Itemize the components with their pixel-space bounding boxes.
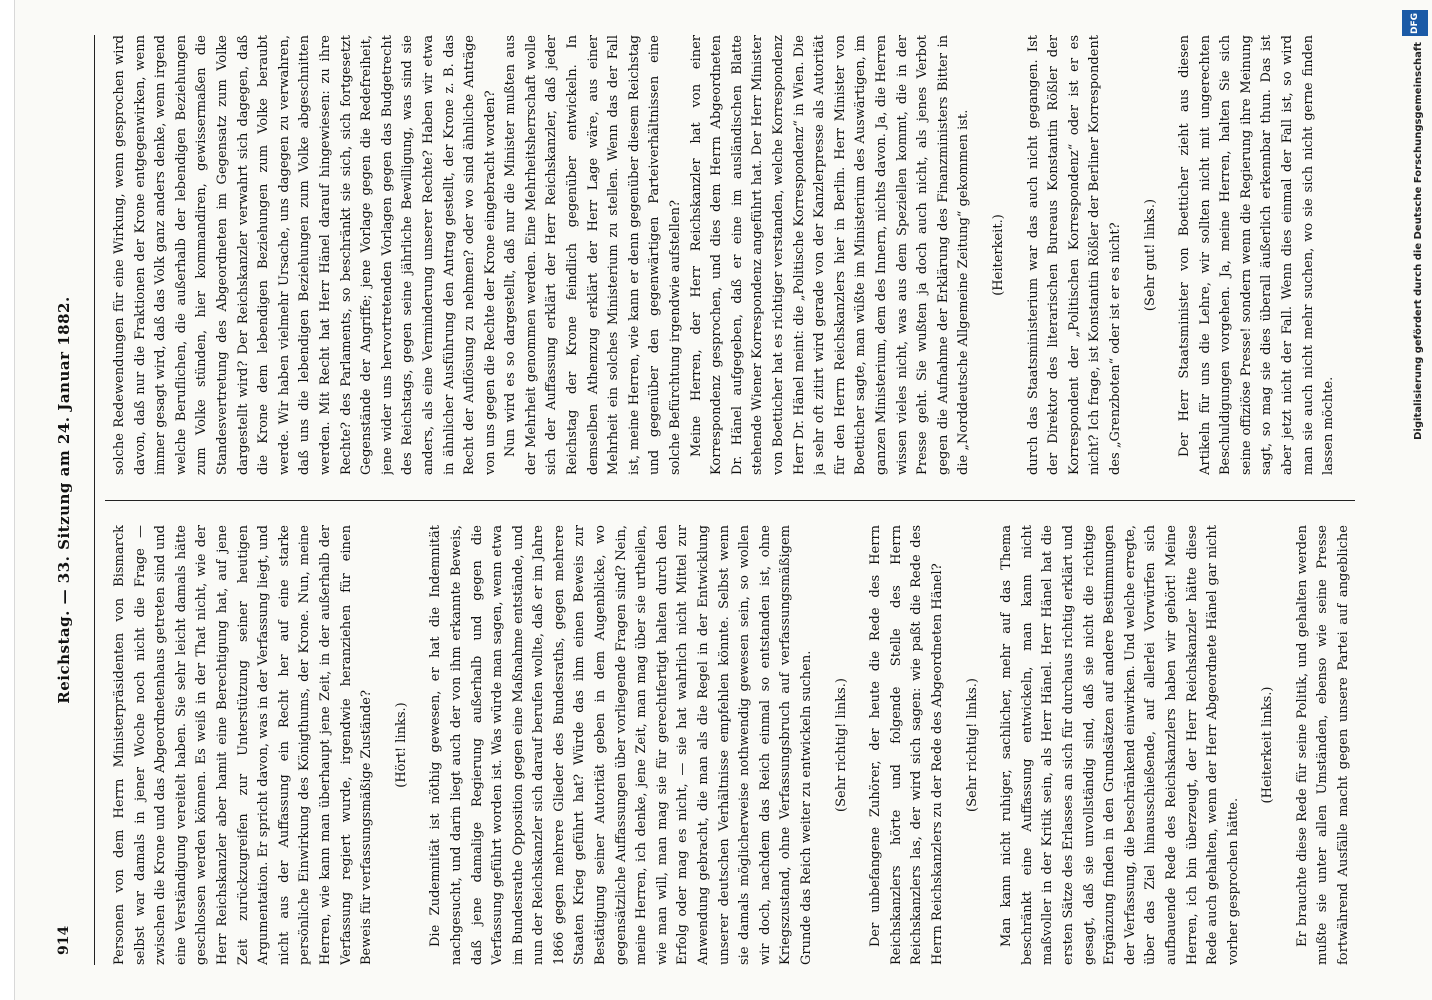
interjection: (Sehr gut! links.) <box>1142 198 1158 312</box>
page-content <box>42 35 1372 965</box>
interjection: (Hört! links.) <box>393 702 409 788</box>
paragraph: durch das Staatsministerium war das auch nicht gegangen. Ist der Direktor des literarischen Bureaus Konstantin Rößler der Korrespondent der „Politischen Korrespondenz“ oder ist er es nicht? Ich frage, ist Konstantin Rößler der Berliner Korrespondent des „Grenzboten“ oder ist er es nicht? <box>1025 35 1123 475</box>
interjection: (Sehr richtig! links.) <box>833 678 849 812</box>
interjection <box>1354 35 1355 475</box>
funding-sidebar <box>1402 0 1428 1000</box>
paragraph: Personen von dem Herrn Ministerpräsidenten von Bismarck selbst war damals in jener Woche noch nicht die Frage — zwischen die Krone und das Abgeordnetenhaus getreten sind und eine Verständigung vereitelt haben. Sie sehr leicht damals hätte geschlossen werden können. Es weiß in der That nicht, wie der Herr Reichskanzler aber hamit eine Berechtigung hat, auf jene Zeit zurückzugreifen zur Unterstützung seiner heutigen Argumentation. Er spricht davon, was in der Verfassung liegt, und nicht aus der Auffassung ein Recht her auf eine starke persönliche Einwirkung des Königthums, der Krone. Nun, meine Herren, wie kann man überhaupt jene Zeit, in der außerhalb der Verfassung regiert wurde, irgendwie heranziehen für einen Beweis für verfassungsmäßige Zustände? <box>112 525 375 965</box>
interjection: (Heiterkeit links.) <box>1260 686 1276 804</box>
paragraph: Der Herr Staatsminister von Boetticher zieht aus diesen Artikeln für uns die Lehre, wir sollten nicht mit ungerechten Beschuldigungen vorgehen. Ja, meine Herren, halten Sie sich seine offiziöse Presse! sondern wenn die Regierung ihre Meinung sagt, so mag sie dies überall äußerlich erkennbar thun. Das ist aber jetzt nicht der Fall. Wenn dies einmal der Fall ist, so wird man sie auch nicht mehr suchen, wo sie sich nicht gerne finden lassen möchte. <box>1177 35 1337 475</box>
paragraph: Die Zudemnität ist nöthig gewesen, er hat die Indemnität nachgesucht, und darin liegt auch der von ihm erkannte Beweis, daß jene damalige Regierung außerhalb und gegen die Verfassung geführt worden ist. Was würde man sagen, wenn etwa im Bundesrathe Opposition gegen eine Maßnahme entstände, und nun der Reichskanzler sich darauf berufen wollte, daß er im Jahre 1866 gegen mehrere Glieder des Bundesraths, gegen mehrere Staaten Krieg geführt hat? Würde das ihm einen Beweis zur Bestätigung seiner Autorität geben in dem Augenblicke, wo gegensätzliche Auffassungen über vorliegende Fragen sind? Nein, meine Herren, ich denke, jene Zeit, man mag über sie urtheilen, wie man will, man mag sie für gerechtfertigt halten durch den Erfolg oder mag es nicht, — sie hat wahrlich nicht Mittel zur Anwendung gebracht, die man als die Regel in der Entwicklung unserer deutschen Verhältnisse empfehlen könnte. Selbst wenn sie damals möglicherweise nothwendig gewesen sein, so wollen wir doch, nachdem das Reich einmal so entstanden ist, ohne Kriegszustand, ohne Verfassungsbruch auf verfassungsmäßigem Grunde das Reich weiter zu entwickeln suchen. <box>428 525 814 965</box>
dfg-logo-icon: DFG <box>1402 10 1428 36</box>
page-number: 914 <box>56 925 72 955</box>
header-rule <box>94 35 95 965</box>
paragraph: Meine Herren, der Herr Reichskanzler hat von einer Korrespondenz gesprochen, und dies dem Herrn Abgeordneten Dr. Hänel aufgegeben, daß er eine im ausländischen Blatte stehende Wiener Korrespondenz angeführt hat. Der Herr Minister von Boetticher hat es richtiger verstanden, welche Korrespondenz Herr Dr. Hänel meint: die „Politische Korrespondenz“ in Wien. Die ja sehr oft zitirt wird gerade von der Kanzlerpresse als Autorität für den Herrn Reichskanzlers hier in Berlin. Herr Minister von Boetticher sagte, man wüßte im Ministerium des Auswärtigen, im ganzen Ministerium, dem des Innern, nichts davon. Ja, die Herren wissen vieles nicht, was aus dem Speziellen kommt, die in der Presse geht. Sie wußten ja doch auch nicht, als jenes Verbot gegen die Aufnahme der Erklärung des Finanzministers Bitter in die „Norddeutsche Allgemeine Zeitung“ gekommen ist. <box>688 35 972 475</box>
funding-notice: Digitalisierung gefördert durch die Deutsche Forschungsgemeinschaft <box>1413 42 1424 440</box>
column-left <box>110 525 1355 965</box>
paragraph: Man kann nicht ruhiger, sachlicher, mehr auf das Thema beschränkt eine Auffassung entwickeln, man kann nicht maßvoller in der Kritik sein, als Herr Hänel. Herr Hänel hat die ersten Sätze des Erlasses an sich für durchaus richtig erklärt und gesagt, daß sie unvollständig sind, daß sie nicht die richtige Ergänzung finden in den Grundsätzen auf andere Bestimmungen der Verfassung, die beschränkend einwirken. Und welche erregte, über das Ziel hinausschießende, auf allerlei Vorwürfen sich aufbauende Rede des Reichskanzlers haben wir gehört! Meine Herren, ich bin überzeugt, der Herr Reichskanzler hätte diese Rede auch gehalten, wenn der Herr Abgeordnete Hänel gar nicht vorher gesprochen hätte. <box>999 525 1241 965</box>
column-right <box>110 35 1355 475</box>
header-title: Reichstag. — 33. Sitzung am 24. Januar 1882. <box>55 296 73 704</box>
column-divider <box>105 500 1355 501</box>
running-header <box>54 35 94 965</box>
interjection: (Heiterkeit.) <box>990 214 1006 296</box>
paragraph: Nun wird es so dargestellt, daß nur die Minister mußten aus der Mehrheit genommen werden. Eine Mehrheitsherrschaft wolle sich der Auffassung erklärt der Herr Reichskanzler, daß jeder Reichstag der Krone feindlich gegenüber entwickeln. In demselben Athemzug erklärt der Herr Lage wäre, aus einer Mehrheit ein solches Ministerium zu stellen. Wenn das der Fall ist, meine Herren, wie kann er denn gegenüber diesem Reichstag und gegenüber den gegenwärtigen Parteiverhältnissen eine solche Befürchtung irgendwie aufstellen? <box>503 35 684 475</box>
interjection: (Sehr richtig! links.) <box>964 678 980 812</box>
paragraph: Er brauchte diese Rede für seine Politik, und gehalten werden mußte sie unter allen Umständen, ebenso wie seine Presse fortwährend Ausfälle macht gegen unsere Partei auf angebliche <box>1294 525 1352 965</box>
page-binding-edge <box>0 0 15 1000</box>
paragraph: solche Redewendungen für eine Wirkung, wenn gesprochen wird davon, daß nur die Fraktionen der Krone entgegenwirken, wenn immer gesagt wird, daß das Volk ganz anders denke, wenn irgend welche Beruflichen, die außerhalb der lebendigen Beziehungen zum Volke stünden, hier kommandiren, gewissermaßen die Standesvertretung des Abgeordneten im Gegensatz zum Volke dargestellt wird? Der Reichskanzler verwahrt sich dagegen, daß die Krone dem lebendigen Beziehungen zum Volke beraubt werde. Wir haben vielmehr Ursache, uns dagegen zu verwahren, daß uns die lebendigen Beziehungen zum Volke abgeschnitten werden. Mit Recht hat Herr Hänel darauf hingewiesen: zu ihre Rechte? des Parlaments, so beschränkt sie sich, sich fortgesetzt Gegenstände der Angriffe; jene Vorlage gegen die Redefreiheit, jene wider uns hervortretenden Vorlagen gegen das Budgetrecht des Reichstags, gegen seine jährliche Bewilligung, was sind sie anders, als eine Verminderung unserer Rechte? Haben wir etwa in ähnlicher Ausführung den Antrag gestellt, der Krone z. B. das Recht der Auflösung zu nehmen? oder wo sind ähnliche Anträge von uns gegen die Rechte der Krone eingebracht worden? <box>112 35 498 475</box>
paragraph: Der unbefangene Zuhörer, der heute die Rede des Herrn Reichskanzlers hörte und folgende Stelle des Herrn Reichskanzlers las, der wird sich sagen: wie paßt die Rede des Herrn Reichskanzlers zu der Rede des Abgeordneten Hänel? <box>868 525 945 965</box>
rotated-page-area <box>42 35 1372 965</box>
